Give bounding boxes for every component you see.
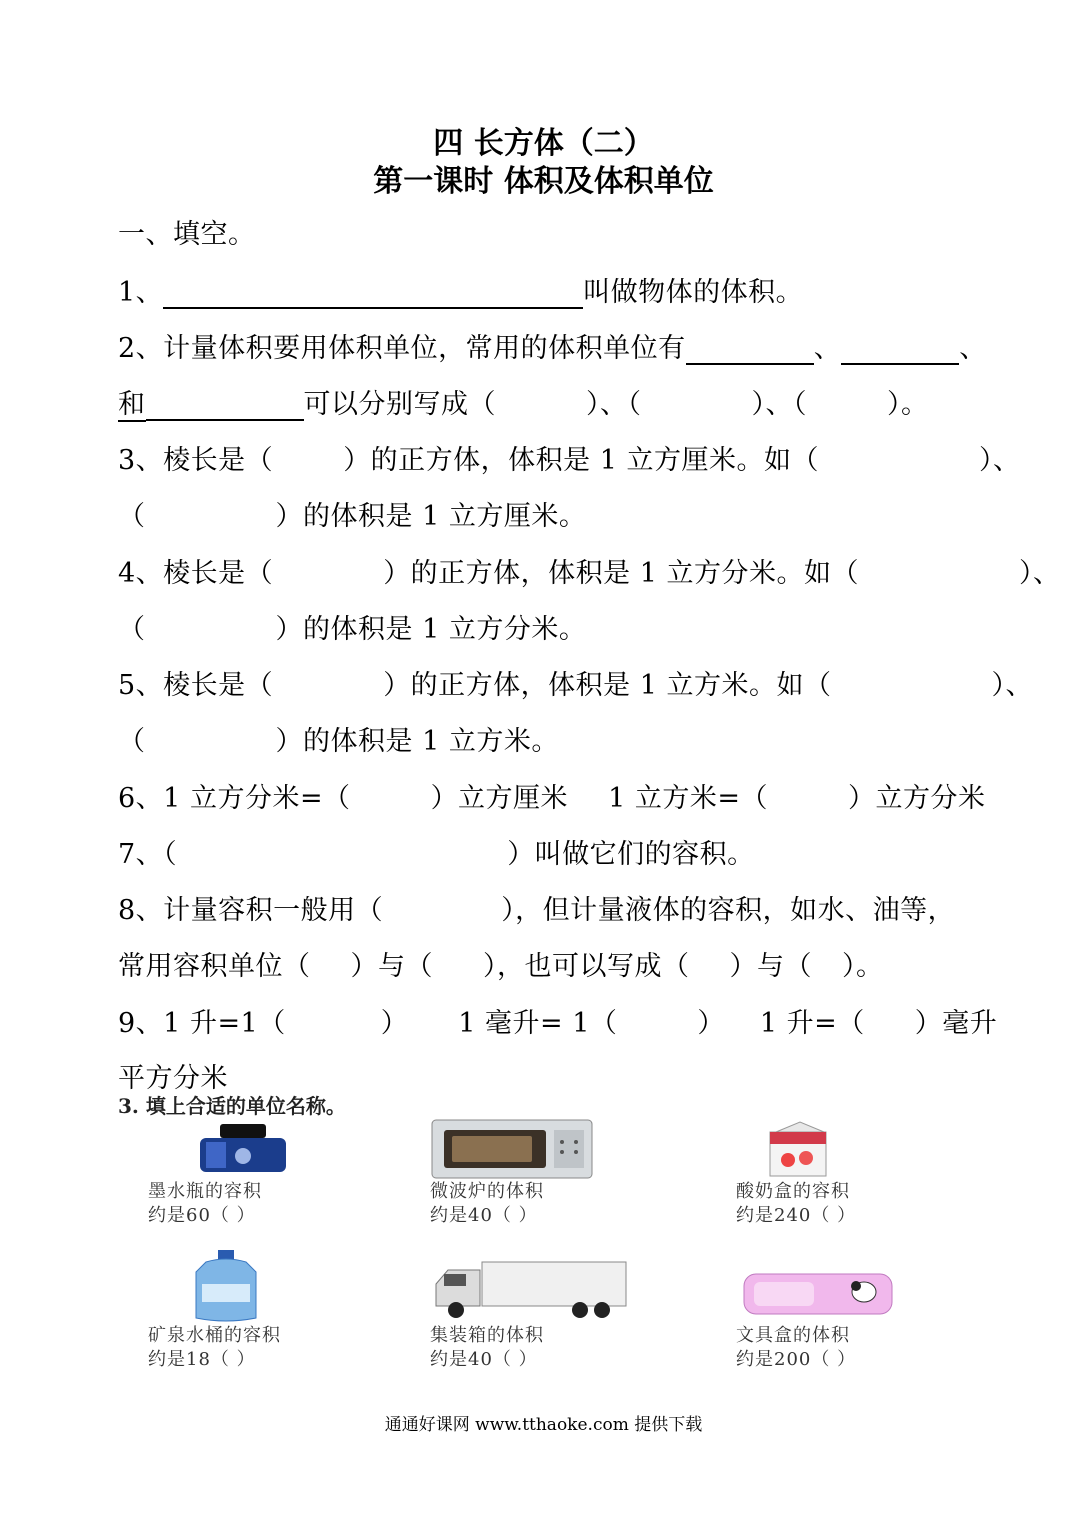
q8-text: ），也可以写成（: [483, 951, 690, 982]
q2-and: 和: [118, 389, 146, 420]
question-3-line2: [118, 494, 586, 533]
q9-text: 1 毫升= 1（: [458, 1008, 618, 1039]
q2-text: ）。: [887, 389, 929, 420]
question-1: [118, 270, 803, 309]
water-jug-icon: [148, 1248, 398, 1324]
q3-text: 3、棱长是（: [118, 445, 274, 476]
yogurt-box-icon: [736, 1118, 986, 1180]
q4-text: ）的正方体，体积是 1 立方分米。如（: [383, 558, 860, 589]
item-caption-2: 约是60（ ）: [148, 1205, 256, 1226]
q1-text: 叫做物体的体积。: [583, 277, 804, 308]
q2-text: ）、（: [751, 389, 807, 420]
q1-blank[interactable]: [163, 279, 583, 309]
q9-text: ）毫升: [914, 1008, 998, 1039]
q2-text: 2、计量体积要用体积单位，常用的体积单位有: [118, 333, 686, 364]
q2-blank-1[interactable]: [686, 335, 814, 365]
q6-text: 1 立方米=（: [608, 783, 768, 814]
q7-text: 7、（: [118, 839, 178, 870]
q6-text: ）立方厘米: [430, 783, 569, 814]
q8-text: 常用容积单位（: [118, 951, 311, 982]
item-caption-1: 文具盒的体积: [736, 1325, 850, 1346]
q8-text: ）与（: [350, 951, 433, 982]
q2-text: 可以分别写成（: [303, 389, 496, 420]
q9-text: ）: [380, 1008, 409, 1039]
q2-sep: 、: [813, 333, 842, 364]
q2-sep: 、: [959, 333, 987, 364]
q6-text: ）立方分米: [847, 783, 986, 814]
truck-icon: [430, 1258, 680, 1324]
item-container-truck: [430, 1258, 680, 1372]
q4-text: 4、棱长是（: [118, 558, 274, 589]
item-caption-2: 约是40（ ）: [430, 1349, 538, 1370]
question-4-line1: [118, 551, 1061, 590]
item-caption-1: 矿泉水桶的容积: [148, 1325, 281, 1346]
q8-text: ），但计量液体的容积，如水、油等，: [501, 895, 956, 926]
item-microwave: [430, 1118, 680, 1228]
item-caption-2: 约是18（ ）: [148, 1349, 256, 1370]
exercise-3-heading: 3. 填上合适的单位名称。: [118, 1094, 346, 1118]
item-caption-1: 集装箱的体积: [430, 1325, 544, 1346]
ink-bottle-icon: [148, 1118, 398, 1180]
footer-text: 通通好课网 www.tthaoke.com 提供下载: [384, 1415, 703, 1435]
item-caption-2: 约是200（ ）: [736, 1349, 857, 1370]
question-8-line1: [118, 888, 955, 927]
lesson-subtitle: 第一课时 体积及体积单位: [373, 164, 714, 199]
section-heading: 一、填空。: [118, 219, 256, 250]
item-caption-1: 酸奶盒的容积: [736, 1181, 850, 1202]
item-caption-1: 墨水瓶的容积: [148, 1181, 262, 1202]
q5-text: ）、: [991, 670, 1034, 701]
item-water-jug: [148, 1248, 398, 1372]
worksheet-title: 四 长方体（二）: [433, 126, 654, 161]
q2-blank-3[interactable]: [146, 391, 304, 421]
question-2-line2: [118, 382, 929, 421]
question-3-line1: [118, 438, 1021, 477]
microwave-icon: [430, 1118, 680, 1180]
item-caption-2: 约是240（ ）: [736, 1205, 857, 1226]
q2-blank-2[interactable]: [841, 335, 959, 365]
q7-text: ）叫做它们的容积。: [507, 839, 755, 870]
question-9: [118, 1001, 997, 1040]
q4-text: ）、: [1019, 558, 1061, 589]
question-5-line1: [118, 663, 1033, 702]
question-4-line2: [118, 607, 586, 646]
question-5-line2: [118, 719, 559, 758]
q8-text: 8、计量容积一般用（: [118, 895, 384, 926]
q5-text: ）的正方体，体积是 1 立方米。如（: [383, 670, 832, 701]
q3-text: （: [118, 501, 146, 532]
q8-text: ）。: [842, 951, 884, 982]
pencil-box-icon: [736, 1268, 986, 1324]
q2-text: ）、（: [586, 389, 642, 420]
q3-text: ）的体积是 1 立方厘米。: [275, 501, 587, 532]
q3-text: ）的正方体，体积是 1 立方厘米。如（: [343, 445, 820, 476]
q5-text: （: [118, 726, 146, 757]
question-6: [118, 776, 985, 815]
item-ink-bottle: [148, 1118, 398, 1228]
q1-number: 1、: [118, 277, 164, 308]
q3-text: ）、: [979, 445, 1021, 476]
q5-text: 5、棱长是（: [118, 670, 274, 701]
item-pencil-box: [736, 1268, 986, 1372]
item-yogurt-box: [736, 1118, 986, 1228]
question-2-line1: [118, 326, 987, 365]
q8-text: ）与（: [729, 951, 812, 982]
q9-text: 1 升=（: [759, 1008, 865, 1039]
q5-text: ）的体积是 1 立方米。: [275, 726, 559, 757]
q9-text: 9、1 升=1（: [118, 1008, 286, 1039]
q6-text: 6、1 立方分米=（: [118, 783, 351, 814]
question-7: [118, 832, 755, 871]
item-caption-1: 微波炉的体积: [430, 1181, 544, 1202]
question-8-line2: [118, 944, 884, 983]
q4-text: （: [118, 614, 146, 645]
q4-text: ）的体积是 1 立方分米。: [275, 614, 587, 645]
extra-text: 平方分米: [118, 1063, 228, 1094]
q9-text: ）: [697, 1008, 725, 1039]
item-caption-2: 约是40（ ）: [430, 1205, 538, 1226]
